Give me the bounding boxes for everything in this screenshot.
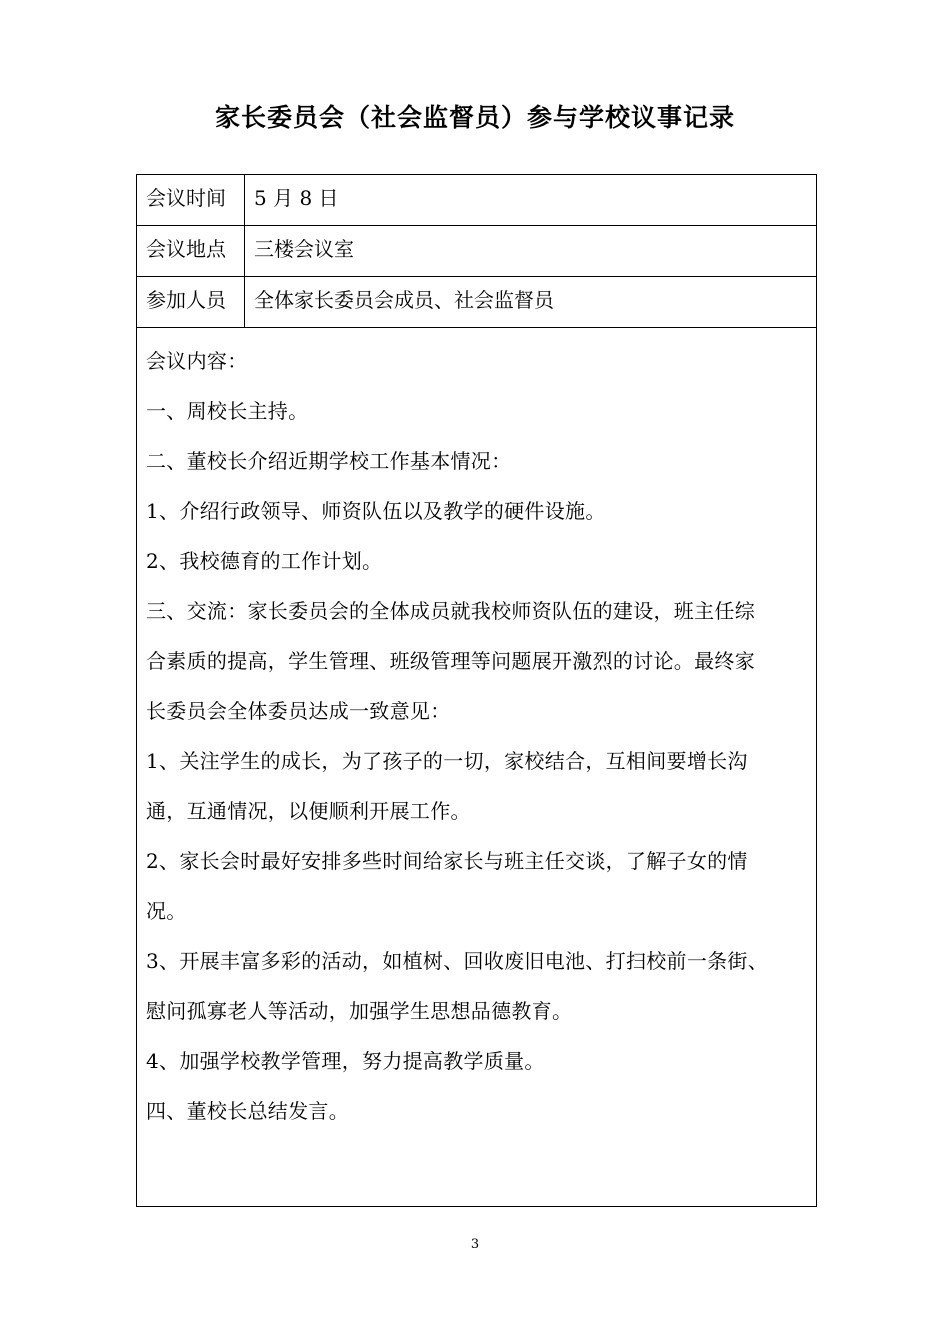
content-line: 1、关注学生的成长，为了孩子的一切，家校结合，互相间要增长沟 (146, 749, 748, 773)
content-heading: 会议内容： (146, 349, 248, 373)
meeting-content (137, 328, 816, 1136)
content-line: 况。 (146, 899, 187, 923)
attendees-label: 参加人员 (137, 277, 245, 327)
meeting-time-label: 会议时间 (137, 175, 245, 225)
content-line: 4、加强学校教学管理，努力提高教学质量。 (146, 1049, 545, 1073)
meeting-record-table (136, 174, 817, 1207)
content-line: 通，互通情况，以便顺利开展工作。 (146, 799, 471, 823)
meeting-time-row (137, 175, 816, 226)
content-line: 3、开展丰富多彩的活动，如植树、回收废旧电池、打扫校前一条街、 (146, 949, 769, 973)
meeting-location-label: 会议地点 (137, 226, 245, 276)
content-line: 一、周校长主持。 (146, 399, 309, 423)
content-line: 四、董校长总结发言。 (146, 1099, 349, 1123)
meeting-time-value: 5 月 8 日 (254, 186, 339, 210)
meeting-location-row (137, 226, 816, 277)
content-line: 合素质的提高，学生管理、班级管理等问题展开激烈的讨论。最终家 (146, 649, 755, 673)
content-line: 2、我校德育的工作计划。 (146, 549, 383, 573)
meeting-location-value: 三楼会议室 (254, 237, 354, 261)
content-line: 1、介绍行政领导、师资队伍以及教学的硬件设施。 (146, 499, 606, 523)
attendees-row (137, 277, 816, 328)
content-line: 长委员会全体委员达成一致意见： (146, 699, 451, 723)
content-line: 慰问孤寡老人等活动，加强学生思想品德教育。 (146, 999, 573, 1023)
content-line: 2、家长会时最好安排多些时间给家长与班主任交谈，了解子女的情 (146, 849, 748, 873)
content-line: 二、董校长介绍近期学校工作基本情况： (146, 449, 512, 473)
attendees-value: 全体家长委员会成员、社会监督员 (254, 288, 554, 312)
content-line: 三、交流：家长委员会的全体成员就我校师资队伍的建设，班主任综 (146, 599, 755, 623)
page-number: 3 (470, 1237, 480, 1252)
document-title: 家长委员会（社会监督员）参与学校议事记录 (214, 103, 735, 132)
